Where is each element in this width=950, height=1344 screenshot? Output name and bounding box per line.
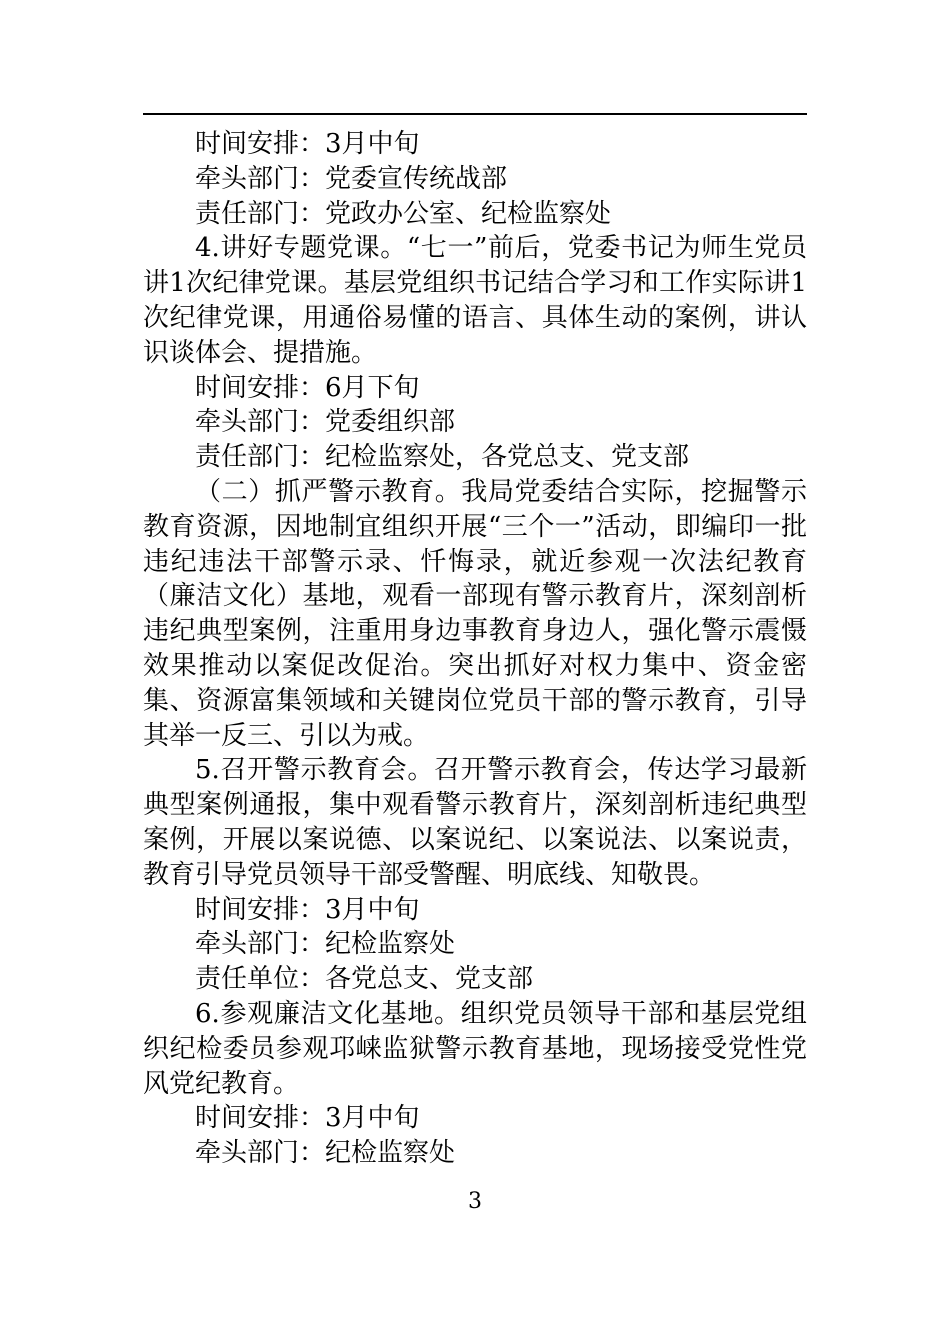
paragraph-lead-dept-3: 牵头部门：纪检监察处	[195, 929, 456, 960]
paragraph-item-6: 6.参观廉洁文化基地。组织党员领导干部和基层党组织纪检委员参观邛崃监狱警示教育基地，现场接受党性党风党纪教育。	[143, 998, 807, 1099]
document-body	[143, 127, 807, 1171]
paragraph-resp-dept-1: 责任部门：党政办公室、纪检监察处	[195, 198, 612, 229]
paragraph-schedule-1: 时间安排：3月中旬	[195, 129, 420, 159]
paragraph-schedule-4: 时间安排：3月中旬	[195, 1103, 420, 1134]
paragraph-lead-dept-4: 牵头部门：纪检监察处	[195, 1138, 456, 1169]
paragraph-resp-unit-3: 责任单位：各党总支、党支部	[195, 964, 534, 995]
paragraph-item-4: 4.讲好专题党课。“七一”前后，党委书记为师生党员讲1次纪律党课。基层党组织书记结合学习和工作实际讲1次纪律党课，用通俗易懂的语言、具体生动的案例，讲认识谈体会、提措施。	[143, 233, 807, 368]
paragraph-section-2: （二）抓严警示教育。我局党委结合实际，挖掘警示教育资源，因地制宜组织开展“三个一”活动，即编印一批违纪违法干部警示录、忏悔录，就近参观一次法纪教育（廉洁文化）基地，观看一部现有警示教育片，深刻剖析违纪典型案例，注重用身边事教育身边人，强化警示震慑效果推动以案促改促治。突出抓好对权力集中、资金密集、资源富集领域和关键岗位党员干部的警示教育，引导其举一反三、引以为戒。	[143, 476, 807, 751]
paragraph-schedule-2: 时间安排：6月下旬	[195, 372, 420, 403]
paragraph-schedule-3: 时间安排：3月中旬	[195, 894, 420, 925]
paragraph-lead-dept-2: 牵头部门：党委组织部	[195, 407, 456, 438]
header-rule	[143, 113, 807, 115]
paragraph-resp-dept-2: 责任部门：纪检监察处，各党总支、党支部	[195, 442, 690, 473]
paragraph-lead-dept-1: 牵头部门：党委宣传统战部	[195, 163, 508, 194]
page-number: 3	[468, 1189, 482, 1214]
paragraph-item-5: 5.召开警示教育会。召开警示教育会，传达学习最新典型案例通报，集中观看警示教育片，深刻剖析违纪典型案例，开展以案说德、以案说纪、以案说法、以案说责，教育引导党员领导干部受警醒、明底线、知敬畏。	[143, 755, 807, 890]
